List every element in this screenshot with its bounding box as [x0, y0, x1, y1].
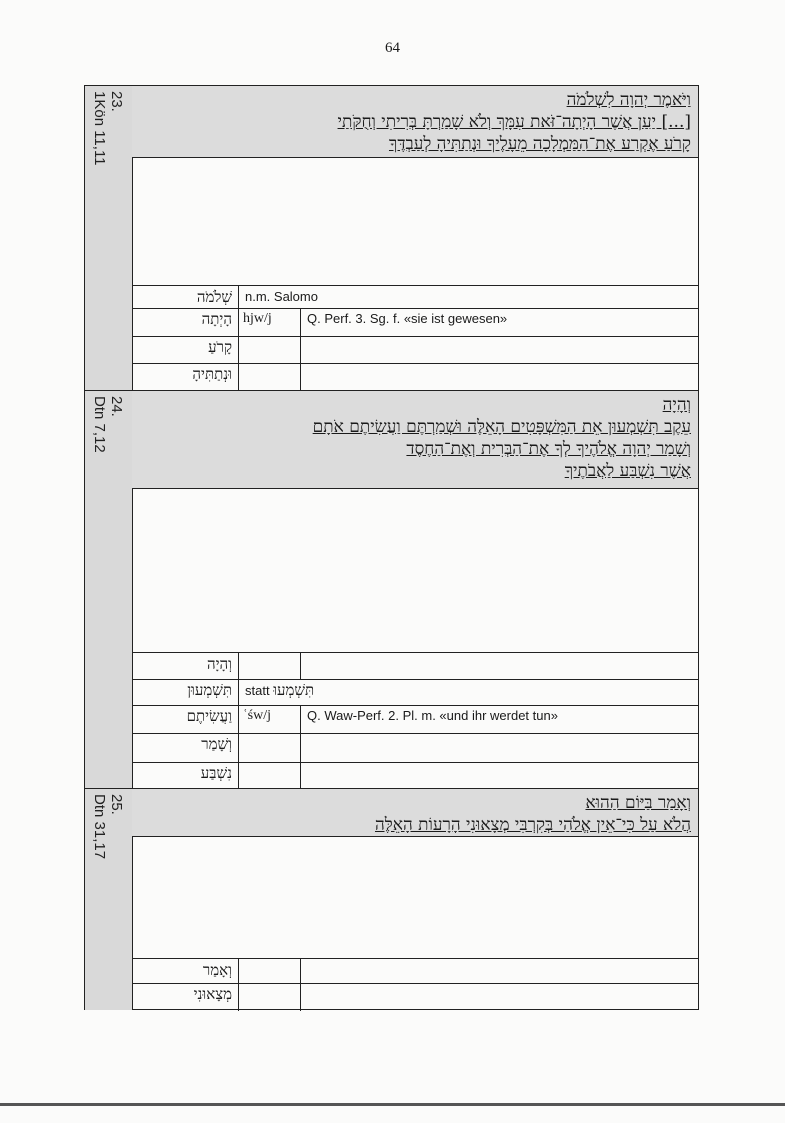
vocabulary-table: [132, 285, 698, 391]
bible-reference: 1Kön 11,11: [91, 91, 108, 166]
hebrew-line: קָרֹעַ אֶקְרַע אֶת־הַמַּמְלָכָה מֵעָלֶיךָ וּנְתַתִּיהָ לְעַבְדֶּךָ: [388, 134, 691, 154]
hebrew-line: עֵקֶב תִּשְׁמְעוּן אֵת הַמִּשְׁפָּטִים הָאֵלֶּה וּשְׁמַרְתֶּם וַעֲשִׂיתֶם אֹתָם: [312, 417, 691, 437]
vocab-gloss[interactable]: [301, 336, 698, 363]
hebrew-text-block: [132, 86, 698, 158]
vocab-root[interactable]: [239, 983, 301, 1011]
translation-area[interactable]: [132, 837, 698, 958]
bible-reference: Dtn 7,12: [91, 396, 108, 453]
exercise-25: [85, 788, 698, 1010]
exercise-number: 25.: [108, 794, 125, 815]
hebrew-line: וְאָמַר בַּיּוֹם הַהוּא: [585, 793, 691, 813]
vocab-gloss[interactable]: [301, 653, 698, 679]
vocab-gloss[interactable]: [301, 959, 698, 983]
page-bottom-edge: [0, 1103, 785, 1106]
vocab-word: שְׁלֹמֹה: [132, 286, 239, 308]
hebrew-text-block: [132, 391, 698, 489]
vocab-row: [132, 308, 698, 337]
vocab-word: וְאָמַר: [132, 959, 239, 983]
translation-area[interactable]: [132, 158, 698, 285]
reference-column: [85, 789, 133, 1010]
exercise-frame: [84, 85, 699, 1010]
vocab-row: [132, 959, 698, 984]
vocab-word: נִשְׁבַּע: [132, 762, 239, 790]
verse-reference: [91, 794, 125, 859]
vocab-root[interactable]: [239, 363, 301, 391]
verse-reference: [91, 396, 125, 453]
vocab-row: [132, 983, 698, 1011]
vocab-gloss: n.m. Salomo: [245, 289, 318, 304]
vocab-row: [132, 762, 698, 790]
vocab-word: מְצָאוּנִי: [132, 983, 239, 1011]
vocab-word: הָיְתָה: [132, 308, 239, 336]
vocab-gloss: Q. Perf. 3. Sg. f. «sie ist gewesen»: [307, 311, 508, 326]
vocab-root[interactable]: [239, 653, 301, 679]
vocab-gloss: Q. Waw-Perf. 2. Pl. m. «und ihr werdet tun»: [307, 708, 558, 723]
hebrew-line: הֲלֹא עַל כִּי־אֵין אֱלֹהַי בְּקִרְבִּי מְצָאוּנִי הָרָעוֹת הָאֵלֶּה: [375, 815, 691, 835]
exercise-24: [85, 390, 698, 789]
hebrew-line: וְשָׁמַר יְהוָה אֱלֹהֶיךָ לְךָ אֶת־הַבְּרִית וְאֶת־הַחֶסֶד: [406, 439, 691, 459]
vocabulary-table: [132, 652, 698, 790]
vocab-gloss[interactable]: [301, 762, 698, 790]
vocab-word: קָרֹעַ: [132, 336, 239, 363]
exercise-number: 23.: [108, 91, 125, 112]
reference-column: [85, 86, 133, 390]
vocab-word: וַעֲשִׂיתֶם: [132, 705, 239, 733]
translation-area[interactable]: [132, 489, 698, 652]
hebrew-line: [...] יַעַן אֲשֶׁר הָיְתָה־זֹּאת עִמָּךְ וְלֹא שָׁמַרְתָּ בְּרִיתִי וְחֻקֹּתַי: [337, 112, 691, 132]
vocab-word: תִּשְׁמְעוּן: [132, 679, 239, 705]
vocab-word: וְשָׁמַר: [132, 733, 239, 762]
vocab-root[interactable]: [239, 959, 301, 983]
hebrew-line: וְהָיָה: [662, 395, 691, 415]
page-number: 64: [385, 40, 400, 56]
vocab-gloss[interactable]: [301, 363, 698, 391]
vocab-note: [239, 679, 698, 705]
vocabulary-table: [132, 958, 698, 1011]
vocab-root[interactable]: [239, 733, 301, 762]
exercise-23: [85, 86, 698, 390]
vocab-row: [132, 286, 698, 309]
verse-reference: [91, 91, 125, 166]
vocab-row: [132, 336, 698, 364]
vocab-root[interactable]: [239, 336, 301, 363]
hebrew-text-block: [132, 789, 698, 837]
vocab-row: [132, 705, 698, 734]
vocab-word: וְהָיָה: [132, 653, 239, 679]
note-hebrew: תִּשְׁמְעוּ: [273, 681, 315, 699]
vocab-root: ʿśw/j: [239, 705, 301, 733]
vocab-row: [132, 679, 698, 706]
vocab-row: [132, 363, 698, 391]
reference-column: [85, 391, 133, 789]
bible-reference: Dtn 31,17: [91, 794, 108, 860]
vocab-word: וּנְתַתִּיהָ: [132, 363, 239, 391]
hebrew-line: אֲשֶׁר נִשְׁבַּע לַאֲבֹתֶיךָ: [564, 461, 691, 481]
note-prefix: statt: [245, 683, 270, 698]
vocab-row: [132, 653, 698, 680]
vocab-gloss[interactable]: [301, 733, 698, 762]
exercise-number: 24.: [108, 396, 125, 417]
vocab-root: hjw/j: [239, 308, 301, 336]
hebrew-line: וַיֹּאמֶר יְהוָה לִשְׁלֹמֹה: [566, 90, 691, 110]
vocab-gloss[interactable]: [301, 983, 698, 1011]
vocab-root[interactable]: [239, 762, 301, 790]
vocab-row: [132, 733, 698, 763]
